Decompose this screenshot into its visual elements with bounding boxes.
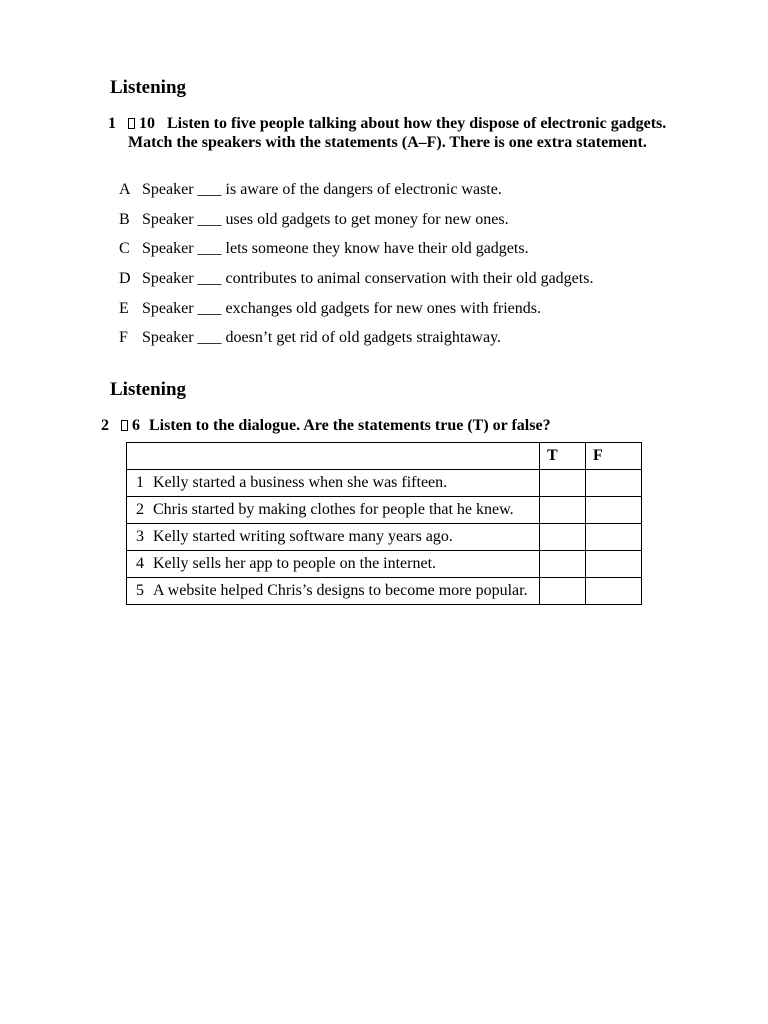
header-true: T [540,443,586,470]
section-2-instruction [101,416,661,436]
row-number: 5 [136,582,144,599]
true-answer-box[interactable] [540,470,586,497]
statement-letter: F [119,329,128,346]
statement-cell [127,578,540,605]
section-2-heading: Listening [110,379,187,400]
exercise-number: 2 [101,417,109,434]
row-number: 1 [136,474,144,491]
false-answer-box[interactable] [586,578,642,605]
true-false-table [126,442,642,605]
statement-cell [127,497,540,524]
table-header-row [127,443,642,470]
instruction-text: Listen to the dialogue. Are the statements true (T) or false? [149,417,551,434]
true-answer-box[interactable] [540,524,586,551]
table-row [127,578,642,605]
row-text: Chris started by making clothes for people that he knew. [153,501,514,518]
table-row [127,551,642,578]
row-text: A website helped Chris’s designs to become more popular. [153,582,528,599]
header-false: F [586,443,642,470]
statement-cell [127,551,540,578]
instruction-text: Listen to five people talking about how they dispose of electronic gadgets. Match the speakers with the statements (A–F). There is one extra statement. [128,115,667,151]
true-answer-box[interactable] [540,551,586,578]
false-answer-box[interactable] [586,524,642,551]
track-number: 10 [139,115,155,132]
statement-letter: A [119,181,131,198]
table-row [127,470,642,497]
statement-letter: B [119,211,130,228]
statement-text: Speaker ___ doesn’t get rid of old gadgets straightaway. [142,329,502,346]
statement-text: Speaker ___ exchanges old gadgets for new ones with friends. [142,300,541,317]
statement-letter: D [119,270,131,287]
table-row [127,497,642,524]
statement-text: Speaker ___ contributes to animal conservation with their old gadgets. [142,270,594,287]
true-answer-box[interactable] [540,497,586,524]
section-1-heading: Listening [110,77,187,98]
false-answer-box[interactable] [586,497,642,524]
statement-letter: E [119,300,129,317]
false-answer-box[interactable] [586,470,642,497]
row-text: Kelly started writing software many years ago. [153,528,453,545]
false-answer-box[interactable] [586,551,642,578]
statement-cell [127,470,540,497]
true-answer-box[interactable] [540,578,586,605]
row-text: Kelly sells her app to people on the internet. [153,555,437,572]
row-number: 4 [136,555,144,572]
statement-text: Speaker ___ is aware of the dangers of electronic waste. [142,181,502,198]
section-1-instruction [108,114,708,174]
table-row [127,524,642,551]
row-text: Kelly started a business when she was fifteen. [153,474,448,491]
exercise-number: 1 [108,115,116,132]
row-number: 3 [136,528,144,545]
audio-track-icon [121,416,128,435]
header-statement [127,443,540,470]
statement-letter: C [119,240,130,257]
statement-text: Speaker ___ uses old gadgets to get money for new ones. [142,211,509,228]
statement-text: Speaker ___ lets someone they know have their old gadgets. [142,240,529,257]
statement-cell [127,524,540,551]
row-number: 2 [136,501,144,518]
track-number: 6 [132,417,140,434]
